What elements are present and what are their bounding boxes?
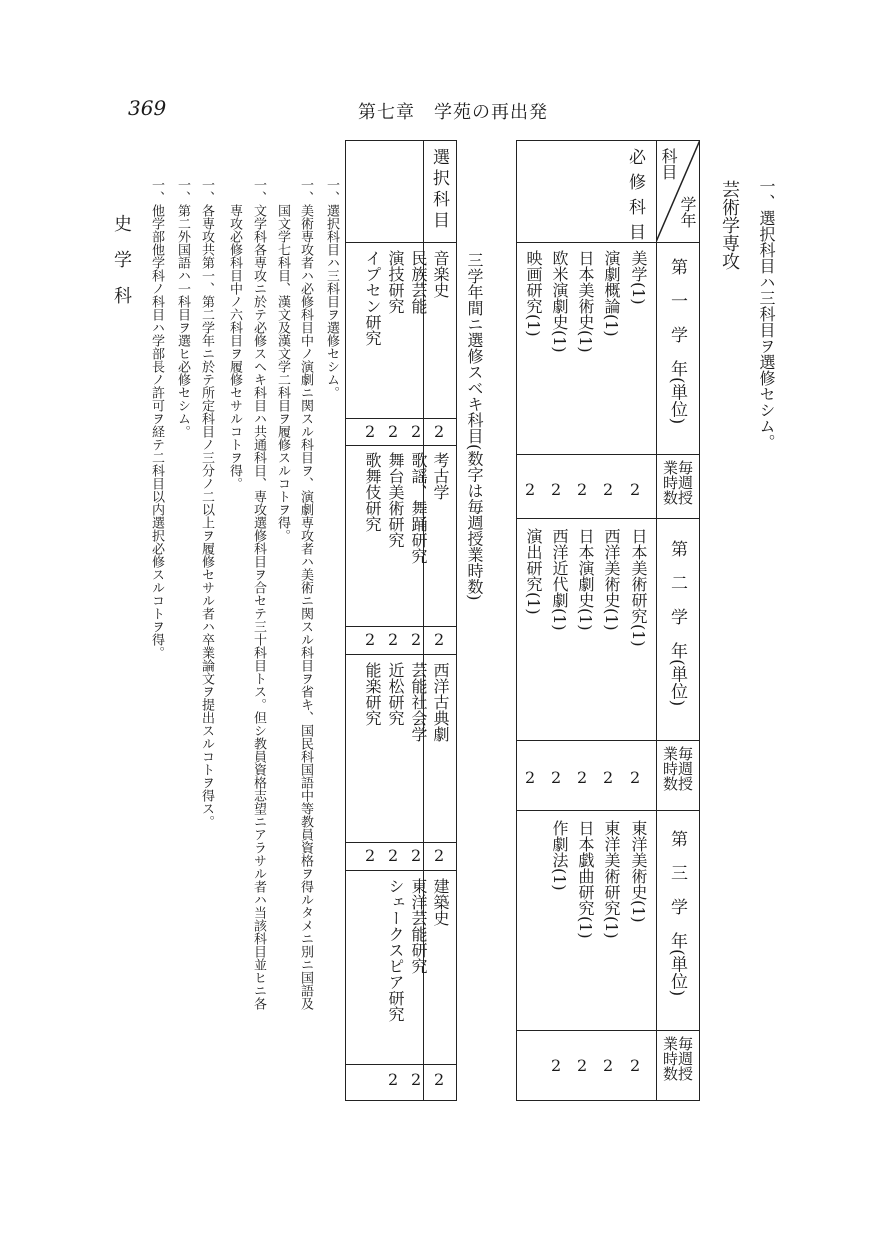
course: 美学(1) bbox=[629, 250, 648, 305]
hours-value: 2 bbox=[388, 846, 399, 865]
elective-course: 芸能社会学 bbox=[409, 662, 428, 742]
elective-course: 舞台美術研究 bbox=[386, 452, 405, 548]
hours-value: 2 bbox=[603, 480, 614, 499]
hours-value: 2 bbox=[411, 846, 422, 865]
course: 日本戯曲研究(1) bbox=[576, 820, 595, 939]
elective-course: 東洋芸能研究 bbox=[409, 878, 428, 974]
note-line: 一、各専攻共第一、第二学年ニ於テ所定科目ノ三分ノ二以上ヲ履修セサル者ハ卒業論文ヲ提出スルコトヲ得ス。 bbox=[199, 178, 214, 828]
elective-title: 三学年間ニ選修スベキ科目(数字は毎週授業時数) bbox=[465, 252, 484, 601]
elective-course: 歌舞伎研究 bbox=[363, 452, 382, 532]
note-line: 専攻必修科目中ノ六科目ヲ履修セサルコトヲ得。 bbox=[227, 204, 242, 490]
hours-value: 2 bbox=[577, 768, 588, 787]
hours-value: 2 bbox=[630, 768, 641, 787]
course: 東洋美術史(1) bbox=[629, 820, 648, 923]
course: 映画研究(1) bbox=[524, 250, 543, 337]
hours-value: 2 bbox=[551, 480, 562, 499]
elective-course: 歌謡、舞踊研究 bbox=[409, 452, 428, 564]
course: 作劇法(1) bbox=[550, 820, 569, 891]
year2-header: 第 二 学 年(単位) bbox=[667, 540, 687, 707]
elective-course: 西洋古典劇 bbox=[431, 662, 450, 742]
year1-header: 第 一 学 年(単位) bbox=[667, 258, 687, 425]
course: 日本演劇史(1) bbox=[576, 528, 595, 631]
elective-course: 音楽史 bbox=[431, 250, 450, 298]
hours-value: 2 bbox=[603, 1056, 614, 1075]
elective-course: 演技研究 bbox=[386, 250, 405, 314]
note-line: 一、文学科各専攻ニ於テ必修スヘキ科目ハ共通科目、専攻選修科目ヲ合セテ三十科目トス。但シ教員資格志望ニアラサル者ハ当該科目並ヒニ各 bbox=[251, 178, 266, 1010]
chapter-title: 第七章 学苑の再出発 bbox=[358, 102, 548, 123]
hours-value: 2 bbox=[577, 1056, 588, 1075]
elective-course: シェークスピア研究 bbox=[386, 878, 405, 1022]
elective-course: 建築史 bbox=[431, 878, 450, 926]
hours-value: 2 bbox=[630, 1056, 641, 1075]
elective-course: 近松研究 bbox=[386, 662, 405, 726]
hours-value: 2 bbox=[434, 630, 445, 649]
hours-value: 2 bbox=[434, 422, 445, 441]
hours-value: 2 bbox=[551, 1056, 562, 1075]
elective-course: 能楽研究 bbox=[363, 662, 382, 726]
hours-value: 2 bbox=[411, 1070, 422, 1089]
page-number: 369 bbox=[128, 96, 167, 120]
hours-value: 2 bbox=[365, 846, 376, 865]
hours-value: 2 bbox=[365, 422, 376, 441]
hours-value: 2 bbox=[630, 480, 641, 499]
course: 西洋美術史(1) bbox=[602, 528, 621, 631]
hours-value: 2 bbox=[365, 630, 376, 649]
hours-value: 2 bbox=[388, 422, 399, 441]
year3-hours-header: 毎週授業時数 bbox=[661, 1036, 694, 1081]
note-line: 一、選択科目ハ三科目ヲ選修セシム。 bbox=[324, 178, 339, 399]
note-line: 国文学七科目、漢文及漢文学二科目ヲ履修スルコトヲ得。 bbox=[275, 204, 290, 542]
elective-course: 民族芸能 bbox=[409, 250, 428, 314]
hours-value: 2 bbox=[434, 846, 445, 865]
course: 演劇概論(1) bbox=[602, 250, 621, 337]
elective-row-label: 選択科目 bbox=[429, 148, 449, 232]
hours-value: 2 bbox=[603, 768, 614, 787]
section-title-art: 芸術学専攻 bbox=[719, 180, 740, 270]
corner-year-label: 学年 bbox=[678, 196, 697, 228]
hours-value: 2 bbox=[551, 768, 562, 787]
hours-value: 2 bbox=[411, 630, 422, 649]
year3-header: 第 三 学 年(単位) bbox=[667, 830, 687, 997]
course: 欧米演劇史(1) bbox=[550, 250, 569, 353]
hours-value: 2 bbox=[525, 480, 536, 499]
elective-course: イプセン研究 bbox=[363, 250, 382, 346]
course: 東洋美術研究(1) bbox=[602, 820, 621, 939]
corner-subject-label: 科目 bbox=[659, 148, 678, 180]
top-note-elective: 一、選択科目ハ三科目ヲ選修セシム。 bbox=[757, 178, 776, 450]
course: 西洋近代劇(1) bbox=[550, 528, 569, 631]
note-line: 一、美術専攻者ハ必修科目中ノ演劇ニ関スル科目ヲ、演劇専攻者ハ美術ニ関スル科目ヲ省キ、国民科国語中等教員資格ヲ得ルタメニ別ニ国語及 bbox=[298, 178, 313, 1010]
hours-value: 2 bbox=[411, 422, 422, 441]
section-title-history: 史 学 科 bbox=[111, 214, 132, 304]
course: 演出研究(1) bbox=[524, 528, 543, 615]
year1-hours-header: 毎週授業時数 bbox=[661, 460, 694, 505]
course: 日本美術史(1) bbox=[576, 250, 595, 353]
elective-course: 考古学 bbox=[431, 452, 450, 500]
note-line: 一、第二外国語ハ一科目ヲ選ヒ必修セシム。 bbox=[175, 178, 190, 438]
course: 日本美術研究(1) bbox=[629, 528, 648, 647]
note-line: 一、他学部他学科ノ科目ハ学部長ノ許可ヲ経テ二科目以内選択必修スルコトヲ得。 bbox=[149, 178, 164, 659]
hours-value: 2 bbox=[577, 480, 588, 499]
required-row-label: 必修科目 bbox=[625, 148, 645, 248]
year2-hours-header: 毎週授業時数 bbox=[661, 746, 694, 791]
hours-value: 2 bbox=[388, 1070, 399, 1089]
hours-value: 2 bbox=[525, 768, 536, 787]
hours-value: 2 bbox=[388, 630, 399, 649]
hours-value: 2 bbox=[434, 1070, 445, 1089]
